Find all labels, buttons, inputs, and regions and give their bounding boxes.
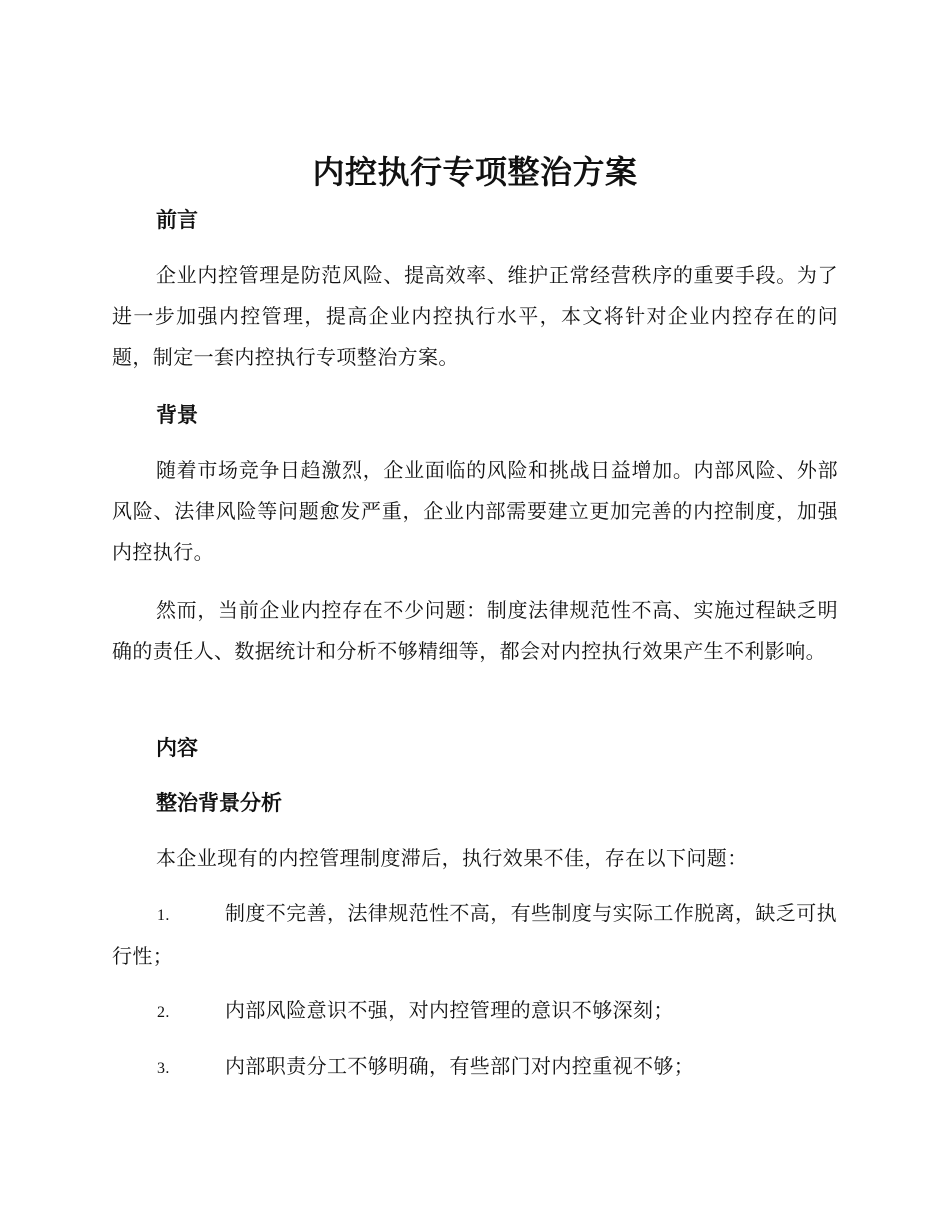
list-item-text: 内部风险意识不强，对内控管理的意识不够深刻； [225,998,674,1022]
section-heading-background: 背景 [156,403,198,427]
background-paragraph-1: 随着市场竞争日趋激烈，企业面临的风险和挑战日益增加。内部风险、外部风险、法律风险等问题愈发严重，企业内部需要建立更加完善的内控制度，加强内控执行。 [112,458,838,564]
section-heading-preface: 前言 [156,208,198,232]
list-item [112,893,838,977]
list-item-number: 3. [157,1060,170,1077]
document-title: 内控执行专项整治方案 [312,153,638,191]
list-item-text: 制度不完善，法律规范性不高，有些制度与实际工作脱离，缺乏可执行性； [112,901,837,968]
list-item-text: 内部职责分工不够明确，有些部门对内控重视不够； [225,1054,695,1078]
section-heading-content: 内容 [156,736,198,760]
list-item [112,990,838,1033]
background-paragraph-2: 然而，当前企业内控存在不少问题：制度法律规范性不高、实施过程缺乏明确的责任人、数据统计和分析不够精细等，都会对内控执行效果产生不利影响。 [112,598,838,663]
analysis-intro-paragraph: 本企业现有的内控管理制度滞后，执行效果不佳，存在以下问题： [156,846,748,870]
subsection-heading-analysis: 整治背景分析 [156,791,282,815]
list-item [112,1046,838,1089]
list-item-number: 1. [157,907,170,924]
list-item-number: 2. [157,1004,170,1021]
preface-paragraph: 企业内控管理是防范风险、提高效率、维护正常经营秩序的重要手段。为了进一步加强内控管理，提高企业内控执行水平，本文将针对企业内控存在的问题，制定一套内控执行专项整治方案。 [112,263,838,369]
